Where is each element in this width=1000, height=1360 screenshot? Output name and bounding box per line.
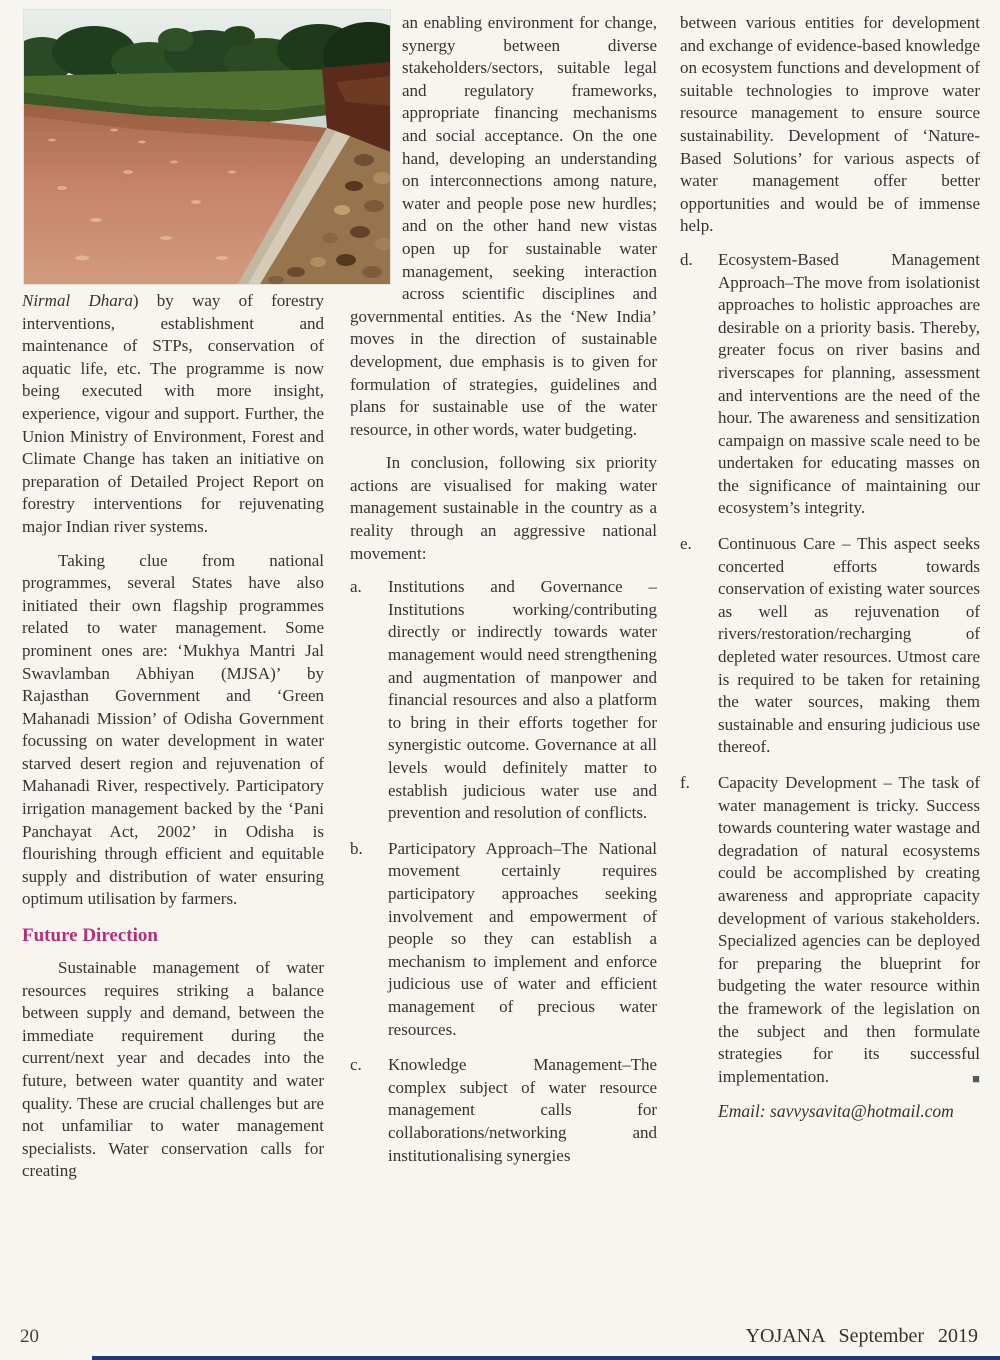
list-item-c: [350, 1054, 657, 1167]
list-item-b-text: Participatory Approach–The National movement certainly requires participatory approaches seeking involvement and empowerment of people so they can establish a mechanism to implement and enforce judicious use of water and efficient management of precious water resources.: [388, 838, 657, 1039]
list-item-f-body: Capacity Development – The task of water management is tricky. Success towards countering water wastage and degradation of natural ecosystems could be accomplished by creating awareness and appropriate capacity development of various stakeholders. Specialized agencies can be deployed for preparing the blueprint for budgeting the water resource within the framework of the legislation on the subject and then formulate strategies for its successful implementation.: [718, 773, 980, 1086]
list-item-c-continuation: between various entities for development and exchange of evidence-based knowledge on ecosystem functions and development of suitable technologies to improve water resource management to ensure source sustainability. Development of ‘Nature-Based Solutions’ for various aspects of water management offer better opportunities and would be of immense help.: [680, 13, 980, 236]
section-heading-future-direction: Future Direction: [22, 925, 158, 947]
list-item-f-marker: f.: [680, 773, 690, 792]
column-1: [22, 290, 324, 1194]
col2-paragraph-2: In conclusion, following six priority actions are visualised for making water management sustainable in the country as a reality through an aggressive national movement:: [350, 453, 657, 563]
list-item-d-text: Ecosystem-Based Management Approach–The move from isolationist approaches to holistic approaches are desirable on a priority basis. Thereby, greater focus on river basins and riverscapes for planning, assessment and interventions are the need of the hour. The awareness and sensitization campaign on massive scale need to be undertaken for educating masses on the significance of maintaining our ecosystem’s integrity.: [718, 249, 980, 518]
author-email: Email: savvysavita@hotmail.com: [718, 1101, 954, 1122]
list-item-b: [350, 838, 657, 1041]
col1-paragraph-2: Taking clue from national programmes, several States have also initiated their own flagship programmes related to water management. Some prominent ones are: ‘Mukhya Mantri Jal Swavlamban Abhiyan (MJSA)’ by Rajasthan Government and ‘Green Mahanadi Mission’ of Odisha Government focussing on water development in water starved desert region and rejuvenation of Mahanadi River, respectively. Participatory irrigation management backed by the ‘Pani Panchayat Act, 2002’ in Odisha is flourishing through efficient and equitable supply and distribution of water ensuring optimum utilisation by farmers.: [22, 550, 324, 909]
col1-paragraph-1: [22, 290, 324, 539]
list-item-e: [680, 533, 980, 759]
column-3: [680, 12, 980, 1122]
list-item-e-marker: e.: [680, 534, 692, 554]
list-item-f-text: [718, 772, 980, 1088]
col1-paragraph-3: Sustainable management of water resources requires striking a balance between supply and demand, between the immediate requirement during the current/next year and decades into the future, between water quantity and water quality. These are crucial challenges but are not unfamiliar to water management specialists. Water conservation calls for creating: [22, 958, 324, 1181]
col2-paragraph-1: an enabling environment for change, synergy between diverse stakeholders/sectors, suitable legal and regulatory frameworks, appropriate financing mechanisms and social acceptance. On the one hand, developing an understanding on interconnections among nature, water and people pose new hurdles; and on the other hand new vistas open up for sustainable water management, seeking interaction across scientific disciplines and governmental entities. As the ‘New India’ moves in the direction of sustainable development, due emphasis is to given for formulation of strategies, guidelines and plans for sustainable use of the water resource, in other words, water budgeting.: [350, 13, 657, 439]
article-end-icon: ■: [972, 1071, 980, 1087]
list-item-a: [350, 576, 657, 825]
page-number: 20: [20, 1326, 39, 1347]
photo-wrap-spacer: [350, 12, 402, 284]
photo-reservoir: [24, 10, 390, 284]
column-2: [350, 12, 657, 1180]
col1-paragraph-1-italic-lead: Nirmal Dhara: [22, 291, 133, 310]
footer-rule: [92, 1356, 1000, 1360]
list-item-e-text: Continuous Care – This aspect seeks concerted efforts towards conservation of existing water sources as well as rejuvenation of rivers/restoration/recharging of depleted water resources. Utmost care is required to be taken for retaining the water sources, making them sustainable and ensuring judicious use thereof.: [718, 534, 980, 757]
list-item-f: [680, 772, 980, 1088]
journal-title-date: YOJANA September 2019: [745, 1325, 978, 1347]
photo-reservoir-illustration: [24, 10, 390, 284]
list-item-a-marker: a.: [350, 577, 362, 597]
list-item-a-text: Institutions and Governance – Institutions working/contributing directly or indirectly towards water management would need strengthening and augmentation of manpower and financial resources and also a platform to bring in their efforts together for synergistic outcome. Governance at all levels would definitely matter to establish judicious water use and prevention and resolution of conflicts.: [388, 577, 657, 823]
list-item-b-marker: b.: [350, 838, 363, 858]
list-item-d: [680, 249, 980, 520]
list-item-d-marker: d.: [680, 249, 693, 269]
list-item-c-text: Knowledge Management–The complex subject of water resource management calls for collaborations/networking and institutionalising synergies: [388, 1055, 657, 1165]
list-item-c-marker: c.: [350, 1055, 362, 1075]
col1-paragraph-1-rest: ) by way of forestry interventions, establishment and maintenance of STPs, conservation of aquatic life, etc. The programme is now being executed with more insight, experience, vigour and support. Further, the Union Ministry of Environment, Forest and Climate Change has taken an initiative on preparation of Detailed Project Report on forestry interventions for rejuvenating major Indian river systems.: [22, 291, 324, 536]
